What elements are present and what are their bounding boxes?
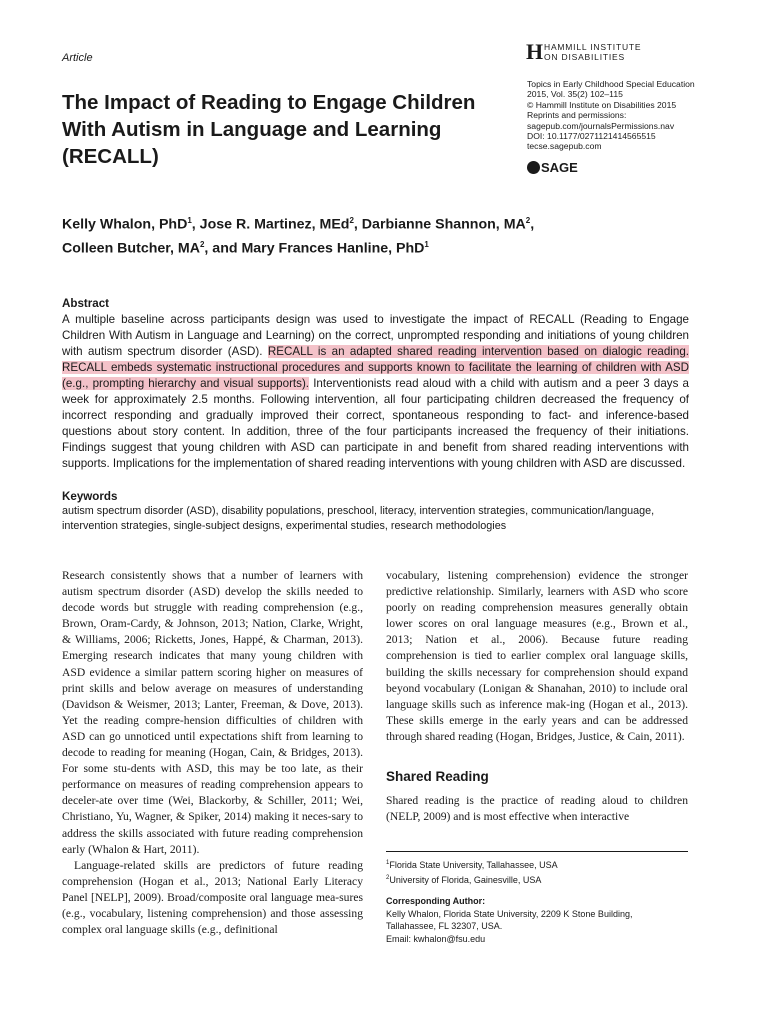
author-name: Colleen Butcher, MA [62, 240, 200, 257]
affiliation-marker: 2 [386, 874, 390, 881]
affiliation-2 [386, 872, 688, 887]
abstract-section [62, 296, 689, 472]
abstract-text-part: A multiple baseline across participants design was used to investigate the impact of RECALL (Reading to Engage Children With Autism in Language and Learning) on the correct, unprompted responding and initiations of young children with autism spectrum disorder (ASD). [62, 313, 689, 358]
article-title: The Impact of Reading to Engage Children With Autism in Language and Learning (RECALL) [62, 91, 476, 168]
body-paragraph: Shared reading is the practice of reading aloud to children (NELP, 2009) and is most effective when interactive [386, 794, 688, 824]
affiliation-marker: 2 [349, 216, 354, 225]
footnote-divider [386, 851, 688, 852]
publisher-name [544, 42, 641, 62]
author-name: , Darbianne Shannon, MA [353, 216, 526, 233]
publisher-name-line2: ON DISABILITIES [544, 52, 625, 62]
sage-logo-text: SAGE [541, 160, 578, 175]
sage-logo [527, 160, 578, 175]
affiliation-marker: 1 [424, 239, 429, 249]
corresponding-author-line: Tallahassee, FL 32307, USA. [386, 921, 503, 931]
affiliation-marker: 1 [187, 216, 192, 225]
body-paragraph: Research consistently shows that a number of learners with autism spectrum disorder (ASD) develop the skills needed to decode words but struggle with reading comprehension (e.g., Brown, Oram-Cardy, & Johnson, 2013; Nation, Clarke, Wright, & Williams, 2006; Ricketts, Jones, Happé, & Charman, 2013). Emerging research indicates that many young children with ASD evidence a similar pattern scoring higher on measures of print skills and below average on measures of understanding (Davidson & Weismer, 2013; Lanter, Freeman, & Dove, 2013). Yet the reading compre-hension difficulties of children with ASD can go unnoticed until expectations shift from learning to decode to reading for meaning (Hogan, Cain, & Bridges, 2013). For some stu-dents with ASD, this may be too late, as their performance on measures of reading comprehension appears to deceler-ate over time (Wei, Blackorby, & Schiller, 2011; Wei, Christiano, Yu, Wagner, & Spiker, 2014) making it neces-sary to address the skills associated with future reading comprehension early (Whalon & Hart, 2011). [62, 569, 363, 856]
affiliation-text: Florida State University, Tallahassee, USA [389, 860, 558, 870]
publisher-logo-icon: H [526, 39, 544, 64]
reprints-label: Reprints and permissions: [527, 110, 627, 121]
publisher-logo [526, 39, 642, 64]
affiliation-marker: 2 [199, 239, 205, 249]
affiliation-marker: 1 [386, 860, 390, 866]
section-heading: Shared Reading [386, 769, 489, 785]
publisher-name-line1: HAMMILL INSTITUTE [544, 42, 642, 52]
keywords-section [62, 489, 689, 534]
abstract-heading: Abstract [62, 297, 110, 310]
journal-name: Topics in Early Childhood Special Education [527, 79, 695, 89]
journal-volume: 2015, Vol. 35(2) 102–115 [527, 89, 623, 100]
footnotes [386, 857, 688, 945]
corresponding-author-heading: Corresponding Author: [386, 896, 486, 906]
author-name: , Jose R. Martinez, MEd [191, 216, 350, 233]
keywords-heading: Keywords [62, 490, 118, 503]
corresponding-author-email[interactable]: Email: kwhalon@fsu.edu [386, 933, 486, 944]
corresponding-author-line: Kelly Whalon, Florida State University, 2209 K Stone Building, [386, 908, 633, 919]
permissions-link[interactable]: sagepub.com/journalsPermissions.nav [527, 120, 675, 131]
affiliation-marker: 2 [525, 216, 531, 225]
affiliation-text: University of Florida, Gainesville, USA [389, 874, 542, 885]
sage-logo-icon [527, 161, 540, 174]
author-name: Kelly Whalon, PhD [62, 216, 188, 233]
abstract-text [62, 312, 689, 472]
body-paragraph: vocabulary, listening comprehension) evidence the stronger predictive relationship. Similarly, learners with ASD who score poorly on reading comprehension measures generally obtain lower scores on oral language measures (e.g., Brown et al., 2013; Nation et al., 2006). Because future reading comprehension is tied to earlier complex oral language skills, building the skills necessary for comprehension should expand beyond vocabulary (Lonigan & Shanahan, 2010) to include oral language skills such as inference mak-ing (Hogan et al., 2013). These skills emerge in the early years and can be addressed through shared reading (Hogan, Bridges, Justice, & Cain, 2011). [386, 569, 688, 743]
author-separator: , [530, 216, 535, 233]
keywords-text: autism spectrum disorder (ASD), disability populations, preschool, literacy, intervention strategies, communication/language, intervention strategies, single-subject designs, experimental studies, research methodologies [62, 505, 655, 532]
journal-info [527, 79, 737, 152]
body-column-right [386, 568, 688, 825]
copyright: © Hammill Institute on Disabilities 2015 [527, 99, 677, 110]
article-type-label: Article [62, 52, 93, 64]
affiliation-1 [386, 857, 688, 872]
abstract-highlight[interactable]: RECALL is an adapted shared reading intervention based on dialogic reading. RECALL embeds systematic instructional procedures and supports known to facilitate the learning of children with ASD (e.g., prompting hierarchy and visual supports). [62, 345, 690, 390]
author-list [62, 211, 702, 258]
body-paragraph: Language-related skills are predictors of future reading comprehension (Hogan et al., 2013; National Early Literacy Panel [NELP], 2009). Broad/composite oral language mea-sures (e.g., vocabulary, listening comprehension) and those assessing complex oral language skills (e.g., definitional [62, 858, 363, 937]
body-column-left [62, 568, 363, 938]
journal-website-link[interactable]: tecse.sagepub.com [527, 141, 602, 152]
abstract-text-part: Interventionists read aloud with a child with autism and a peer 3 days a week for approximately 2.5 months. Following intervention, all four participating children decreased the frequency of incorrect responding and gradually improved their correct, spontaneous responding to fact- and inference-based questions about story content. In addition, three of the four participants increased the frequency of their initiations. Findings suggest that young children with ASD can participate in and benefit from shared reading interventions with supports. Implications for the implementation of shared reading interventions with young children with ASD are discussed. [62, 377, 689, 470]
doi: DOI: 10.1177/0271121414565515 [527, 131, 656, 142]
author-name: , and Mary Frances Hanline, PhD [204, 240, 425, 257]
